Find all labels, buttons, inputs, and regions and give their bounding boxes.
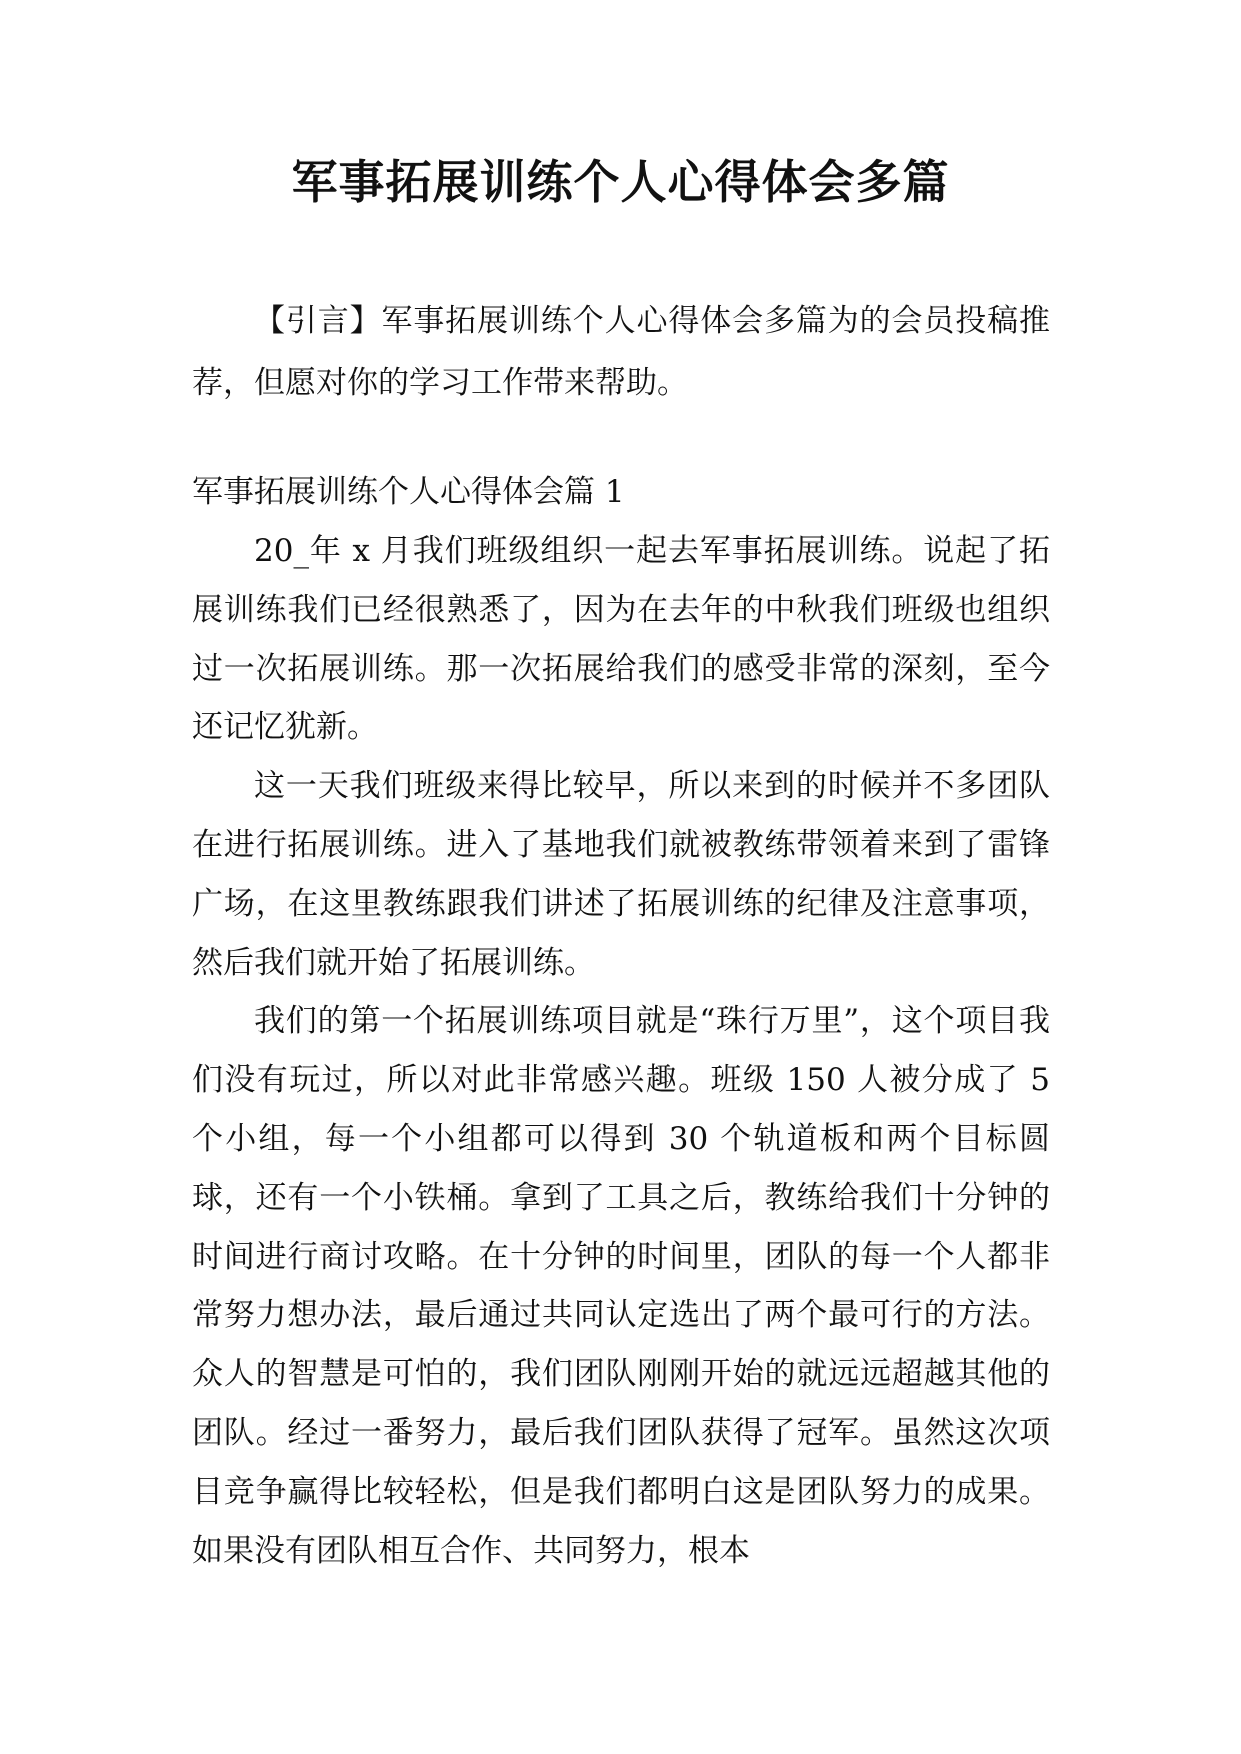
body-paragraph: 这一天我们班级来得比较早，所以来到的时候并不多团队在进行拓展训练。进入了基地我们就被教练带领着来到了雷锋广场，在这里教练跟我们讲述了拓展训练的纪律及注意事项，然后我们就开始了拓展训练。 [192, 768, 1050, 981]
intro-paragraph: 【引言】军事拓展训练个人心得体会多篇为的会员投稿推荐，但愿对你的学习工作带来帮助。 [192, 303, 1050, 401]
document-title: 军事拓展训练个人心得体会多篇 [291, 155, 950, 209]
section-heading: 军事拓展训练个人心得体会篇 1 [192, 474, 625, 510]
section-body [192, 522, 1050, 1580]
body-paragraph: 我们的第一个拓展训练项目就是“珠行万里”，这个项目我们没有玩过，所以对此非常感兴趣。班级 150 人被分成了 5 个小组，每一个小组都可以得到 30 个轨道板和两个目标圆球，还有一个小铁桶。拿到了工具之后，教练给我们十分钟的时间进行商讨攻略。在十分钟的时间里，团队的每一个人都非常努力想办法，最后通过共同认定选出了两个最可行的方法。众人的智慧是可怕的，我们团队刚刚开始的就远远超越其他的团队。经过一番努力，最后我们团队获得了冠军。虽然这次项目竞争赢得比较轻松，但是我们都明白这是团队努力的成果。如果没有团队相互合作、共同努力，根本 [192, 1003, 1050, 1569]
body-paragraph: 20_年 x 月我们班级组织一起去军事拓展训练。说起了拓展训练我们已经很熟悉了，因为在去年的中秋我们班级也组织过一次拓展训练。那一次拓展给我们的感受非常的深刻，至今还记忆犹新。 [192, 533, 1050, 746]
